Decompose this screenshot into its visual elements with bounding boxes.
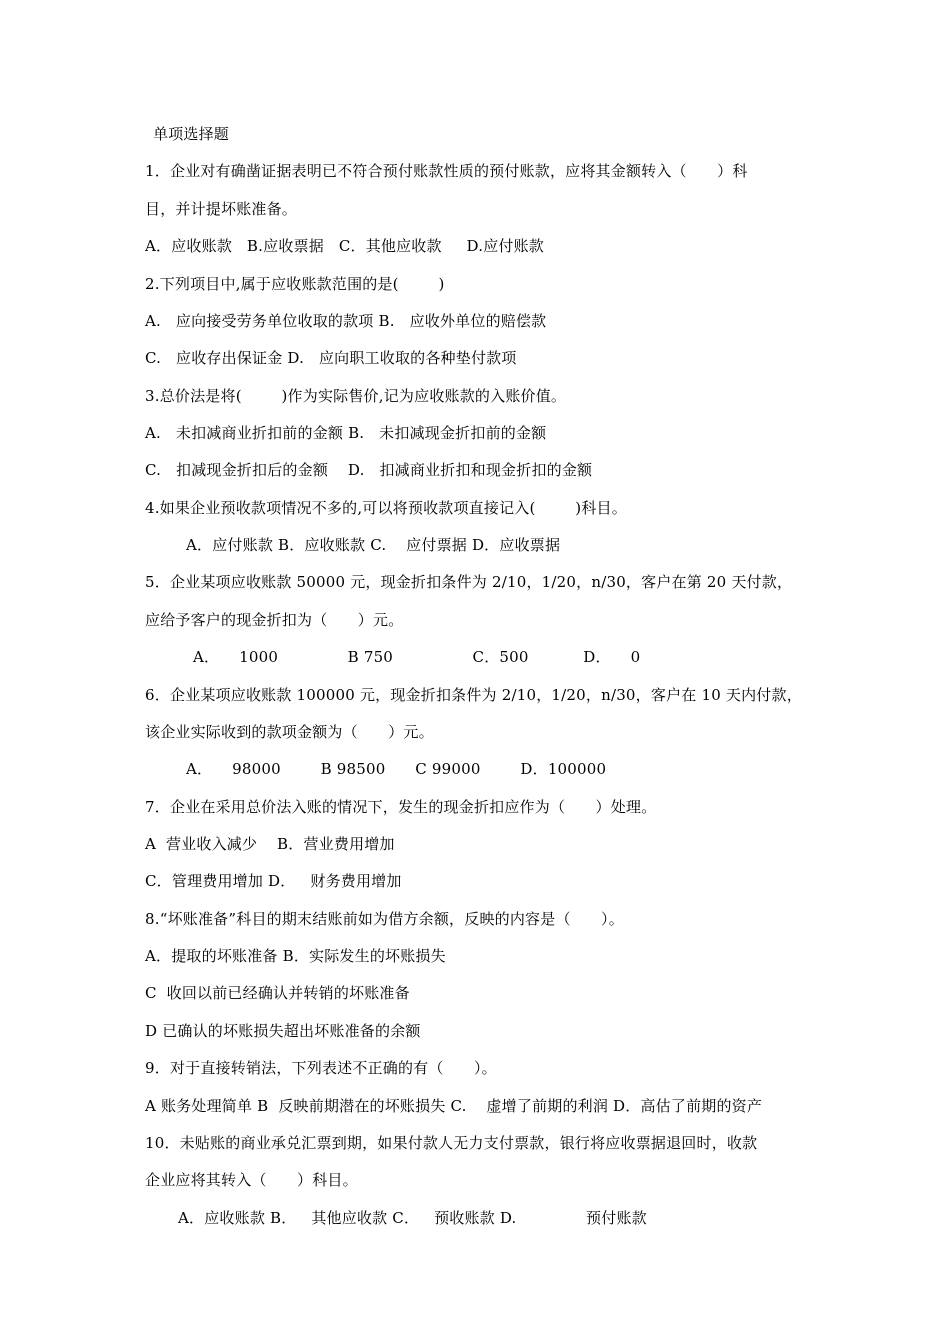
question-5-options: A． 1000 B 750 C．500 D． 0 [193,648,641,666]
question-9-options: A 账务处理简单 B 反映前期潜在的坏账损失 C. 虚增了前期的利润 D．高估了前期的资产 [145,1097,763,1115]
question-3-text: 3.总价法是将( )作为实际售价,记为应收账款的入账价值。 [145,387,567,405]
question-1-line-1: 1．企业对有确凿证据表明已不符合预付账款性质的预付账款，应将其金额转入（ ）科 [145,162,748,180]
question-10-options: A．应收账款 B． 其他应收款 C． 预收账款 D. 预付账款 [178,1209,647,1227]
question-10-line-1: 10．未贴账的商业承兑汇票到期，如果付款人无力支付票款，银行将应收票据退回时，收款 [145,1134,758,1152]
question-7-text: 7．企业在采用总价法入账的情况下，发生的现金折扣应作为（ ）处理。 [145,798,657,816]
question-2-text: 2.下列项目中,属于应收账款范围的是( ) [145,275,445,293]
question-1-line-2: 目，并计提坏账准备。 [145,200,298,218]
question-8-option-c: C 收回以前已经确认并转销的坏账准备 [145,984,410,1002]
section-heading: 单项选择题 [153,125,230,143]
question-7-options-cd: C．管理费用增加 D． 财务费用增加 [145,872,402,890]
question-2-options-ab: A. 应向接受劳务单位收取的款项 B. 应收外单位的赔偿款 [145,312,547,330]
question-1-options: A．应收账款 B.应收票据 C．其他应收款 D.应付账款 [145,237,545,255]
question-8-text: 8.“坏账准备”科目的期末结账前如为借方余额，反映的内容是（ ）。 [145,910,624,928]
question-6-options: A． 98000 B 98500 C 99000 D．100000 [186,760,607,778]
question-10-line-2: 企业应将其转入（ ）科目。 [145,1171,358,1189]
question-2-options-cd: C. 应收存出保证金 D. 应向职工收取的各种垫付款项 [145,349,517,367]
question-5-line-2: 应给予客户的现金折扣为（ ）元。 [145,611,404,629]
question-4-options: A．应付账款 B．应收账款 C. 应付票据 D．应收票据 [186,536,561,554]
question-5-line-1: 5．企业某项应收账款 50000 元，现金折扣条件为 2/10，1/20，n/30，客户在第 20 天付款， [145,573,793,591]
question-3-options-ab: A. 未扣减商业折扣前的金额 B. 未扣减现金折扣前的金额 [145,424,547,442]
question-8-options-ab: A．提取的坏账准备 B．实际发生的坏账损失 [145,947,446,965]
question-9-text: 9．对于直接转销法，下列表述不正确的有（ ）。 [145,1059,497,1077]
question-7-options-ab: A 营业收入减少 B．营业费用增加 [145,835,395,853]
question-6-line-1: 6．企业某项应收账款 100000 元，现金折扣条件为 2/10，1/20，n/30，客户在 10 天内付款， [145,686,802,704]
question-4-text: 4.如果企业预收款项情况不多的,可以将预收款项直接记入( )科目。 [145,499,627,517]
question-8-option-d: D 已确认的坏账损失超出坏账准备的余额 [145,1022,421,1040]
question-6-line-2: 该企业实际收到的款项金额为（ ）元。 [145,723,434,741]
question-3-options-cd: C. 扣减现金折扣后的金额 D. 扣减商业折扣和现金折扣的金额 [145,461,593,479]
